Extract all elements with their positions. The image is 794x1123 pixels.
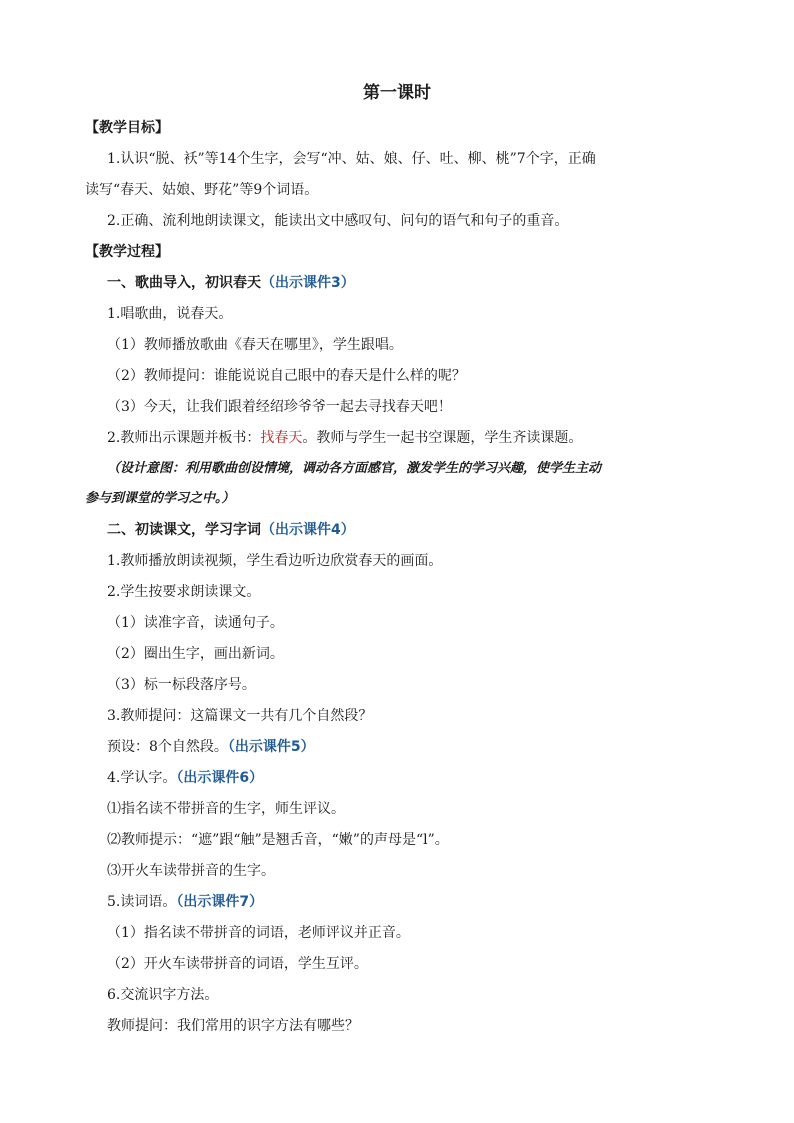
s1-item-2-pre: 2.教师出示课题并板书： bbox=[107, 430, 261, 446]
s2-item-2c: （3）标一标段落序号。 bbox=[107, 677, 256, 693]
s2-item-5-ref: （出示课件7） bbox=[176, 894, 264, 910]
s2-item-1: 1.教师播放朗读视频，学生看边听边欣赏春天的画面。 bbox=[107, 553, 443, 569]
s2-item-4-text: 4.学认字。 bbox=[107, 770, 177, 786]
s1-item-1b: （2）教师提问：谁能说说自己眼中的春天是什么样的呢？ bbox=[107, 368, 466, 384]
s2-item-5b: （2）开火车读带拼音的词语，学生互评。 bbox=[107, 956, 368, 972]
s2-item-2a: （1）读准字音，读通句子。 bbox=[107, 615, 284, 631]
s2-item-2: 2.学生按要求朗读课文。 bbox=[107, 584, 261, 600]
s2-item-5a: （1）指名读不带拼音的词语，老师评议并正音。 bbox=[107, 925, 410, 941]
s1-item-1c: （3）今天，让我们跟着经绍珍爷爷一起去寻找春天吧！ bbox=[107, 399, 452, 415]
section-1-title: 一、歌曲导入，初识春天 bbox=[107, 275, 261, 291]
s1-item-1: 1.唱歌曲，说春天。 bbox=[107, 306, 233, 322]
process-heading: 【教学过程】 bbox=[85, 244, 169, 260]
s2-item-4-ref: （出示课件6） bbox=[176, 770, 264, 786]
s2-item-3: 3.教师提问：这篇课文一共有几个自然段？ bbox=[107, 708, 373, 724]
s1-item-2-highlight: 找春天 bbox=[260, 430, 303, 446]
s2-item-4a: ⑴指名读不带拼音的生字，师生评议。 bbox=[107, 801, 345, 817]
s2-item-2b: （2）圈出生字，画出新词。 bbox=[107, 646, 284, 662]
s2-item-6-question: 教师提问：我们常用的识字方法有哪些？ bbox=[107, 1018, 359, 1034]
goal-2: 2.正确、流利地朗读课文，能读出文中感叹句、问句的语气和句子的重音。 bbox=[107, 213, 569, 229]
section-2-title: 二、初读课文，学习字词 bbox=[107, 522, 261, 538]
goal-1-line-2: 读写“春天、姑娘、野花”等9个词语。 bbox=[85, 182, 319, 198]
s2-item-4 bbox=[107, 768, 263, 788]
s1-item-1a: （1）教师播放歌曲《春天在哪里》，学生跟唱。 bbox=[107, 337, 403, 353]
goal-1-line-1: 1.认识“脱、袄”等14个生字，会写“冲、姑、娘、仔、吐、柳、桃”7个字，正确 bbox=[107, 151, 596, 167]
section-1-ref: （出示课件3） bbox=[261, 275, 355, 291]
s1-item-2 bbox=[107, 428, 582, 448]
s2-item-3-ref: （出示课件5） bbox=[227, 739, 315, 755]
s2-item-6: 6.交流识字方法。 bbox=[107, 987, 219, 1003]
goals-heading: 【教学目标】 bbox=[85, 120, 169, 136]
s2-item-3-answer-text: 预设：8个自然段。 bbox=[107, 739, 228, 755]
s2-item-4c: ⑶开火车读带拼音的生字。 bbox=[107, 863, 275, 879]
section-2-ref: （出示课件4） bbox=[261, 522, 355, 538]
design-intent-line-1: （设计意图：利用歌曲创设情境，调动各方面感官，激发学生的学习兴趣，使学生主动 bbox=[107, 461, 602, 476]
page-title: 第一课时 bbox=[363, 83, 431, 103]
design-intent-line-2: 参与到课堂的学习之中。） bbox=[85, 491, 235, 506]
s2-item-4b: ⑵教师提示：“遮”跟“触”是翘舌音，“嫩”的声母是“l”。 bbox=[107, 832, 449, 848]
section-1-heading bbox=[107, 273, 355, 293]
s2-item-5 bbox=[107, 892, 263, 912]
s1-item-2-post: 。教师与学生一起书空课题，学生齐读课题。 bbox=[302, 430, 583, 446]
section-2-heading bbox=[107, 520, 355, 540]
s2-item-5-text: 5.读词语。 bbox=[107, 894, 177, 910]
s2-item-3-answer bbox=[107, 737, 315, 757]
